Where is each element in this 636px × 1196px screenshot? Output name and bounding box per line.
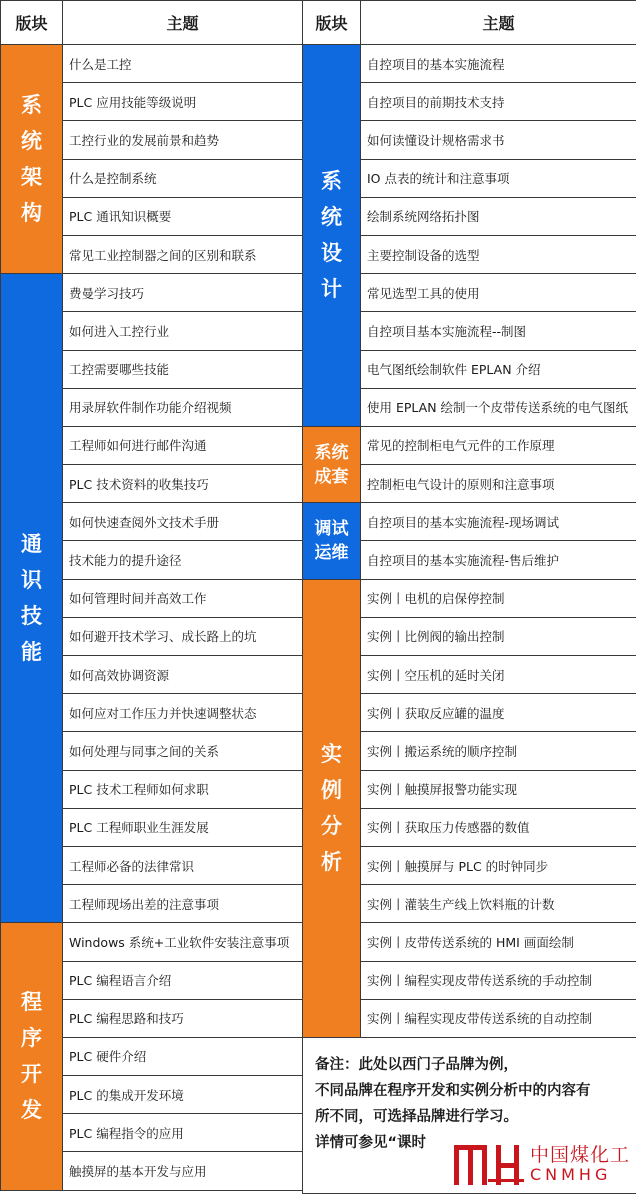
topic-cell: 使用 EPLAN 绘制一个皮带传送系统的电气图纸 [361, 388, 636, 426]
topic-cell: 实例丨皮带传送系统的 HMI 画面绘制 [361, 923, 636, 961]
topic-cell: 电气图纸绘制软件 EPLAN 介绍 [361, 350, 636, 388]
topic-cell: 实例丨获取压力传感器的数值 [361, 808, 636, 846]
topic-cell: PLC 编程语言介绍 [63, 961, 303, 999]
table-row [1, 45, 303, 83]
table-row [303, 426, 636, 464]
table-row [1, 923, 303, 961]
topic-cell: 自控项目的基本实施流程 [361, 45, 636, 83]
table-row [1, 274, 303, 312]
note-box [303, 1037, 636, 1193]
topic-cell: 如何管理时间并高效工作 [63, 579, 303, 617]
topic-cell: PLC 的集成开发环境 [63, 1076, 303, 1114]
topic-cell: 实例丨空压机的延时关闭 [361, 656, 636, 694]
topic-cell: 工程师现场出差的注意事项 [63, 885, 303, 923]
topic-cell: 实例丨电机的启保停控制 [361, 579, 636, 617]
topic-cell: 自控项目基本实施流程--制图 [361, 312, 636, 350]
section-label [1, 274, 63, 923]
note-line-1: 备注：此处以西门子品牌为例， [315, 1056, 518, 1073]
table-row [303, 45, 636, 83]
section-label [303, 579, 361, 1037]
right-curriculum-table [302, 0, 636, 1194]
watermark-logo [448, 1139, 634, 1189]
logo-cn-text: 中国煤化工 [529, 1143, 630, 1166]
topic-cell: 自控项目的基本实施流程-现场调试 [361, 503, 636, 541]
cnmhg-logo-icon [452, 1141, 526, 1187]
topic-cell: 触摸屏的基本开发与应用 [63, 1152, 303, 1190]
table-row [303, 579, 636, 617]
topic-cell: PLC 硬件介绍 [63, 1037, 303, 1075]
section-label [1, 923, 63, 1190]
topic-cell: 自控项目的前期技术支持 [361, 83, 636, 121]
section-name: 系统架构 [21, 93, 42, 226]
topic-cell: 自控项目的基本实施流程-售后维护 [361, 541, 636, 579]
topic-cell: 常见的控制柜电气元件的工作原理 [361, 426, 636, 464]
topic-cell: 绘制系统网络拓扑图 [361, 197, 636, 235]
section-label [303, 45, 361, 427]
note-line-3: 所不同，可选择品牌进行学习。 [315, 1108, 518, 1125]
topic-cell: 实例丨触摸屏与 PLC 的时钟同步 [361, 846, 636, 884]
topic-cell: 如何应对工作压力并快速调整状态 [63, 694, 303, 732]
right-table-column [302, 0, 636, 1194]
left-curriculum-table [0, 0, 303, 1191]
topic-cell: 控制柜电气设计的原则和注意事项 [361, 465, 636, 503]
topic-cell: IO 点表的统计和注意事项 [361, 159, 636, 197]
section-header: 版块 [303, 1, 361, 45]
topic-cell: 工控需要哪些技能 [63, 350, 303, 388]
logo-en-text: CNMHG [529, 1164, 612, 1184]
topic-cell: 如何高效协调资源 [63, 656, 303, 694]
topic-header: 主题 [63, 1, 303, 45]
topic-cell: 什么是控制系统 [63, 159, 303, 197]
topic-cell: 如何处理与同事之间的关系 [63, 732, 303, 770]
topic-cell: 实例丨获取反应罐的温度 [361, 694, 636, 732]
left-header-row [1, 1, 303, 45]
topic-cell: PLC 编程思路和技巧 [63, 999, 303, 1037]
topic-cell: 工控行业的发展前景和趋势 [63, 121, 303, 159]
topic-cell: 实例丨编程实现皮带传送系统的自动控制 [361, 999, 636, 1037]
note-line-4: 详情可参见“课时 [315, 1134, 427, 1151]
section-label [1, 45, 63, 274]
topic-cell: PLC 工程师职业生涯发展 [63, 808, 303, 846]
topic-cell: 实例丨比例阀的输出控制 [361, 617, 636, 655]
topic-cell: 常见选型工具的使用 [361, 274, 636, 312]
topic-cell: PLC 应用技能等级说明 [63, 83, 303, 121]
left-table-column [0, 0, 302, 1191]
topic-cell: 如何读懂设计规格需求书 [361, 121, 636, 159]
topic-cell: 工程师必备的法律常识 [63, 846, 303, 884]
topic-cell: 工程师如何进行邮件沟通 [63, 426, 303, 464]
topic-header: 主题 [361, 1, 636, 45]
section-name: 通识技能 [21, 532, 42, 665]
topic-cell: 实例丨触摸屏报警功能实现 [361, 770, 636, 808]
topic-cell: 如何避开技术学习、成长路上的坑 [63, 617, 303, 655]
section-label [303, 503, 361, 579]
topic-cell: 常见工业控制器之间的区别和联系 [63, 235, 303, 273]
section-name: 实例分析 [321, 742, 342, 875]
section-name: 调试运维 [314, 518, 349, 563]
right-header-row [303, 1, 636, 45]
topic-cell: 实例丨编程实现皮带传送系统的手动控制 [361, 961, 636, 999]
topic-cell: PLC 技术资料的收集技巧 [63, 465, 303, 503]
topic-cell: 如何快速查阅外文技术手册 [63, 503, 303, 541]
topic-cell: 实例丨搬运系统的顺序控制 [361, 732, 636, 770]
note-line-2: 不同品牌在程序开发和实例分析中的内容有 [315, 1082, 591, 1099]
topic-cell: 什么是工控 [63, 45, 303, 83]
topic-cell: 如何进入工控行业 [63, 312, 303, 350]
topic-cell: 主要控制设备的选型 [361, 235, 636, 273]
section-name: 系统设计 [321, 169, 342, 302]
section-name: 系统成套 [314, 442, 349, 487]
section-header: 版块 [1, 1, 63, 45]
topic-cell: PLC 编程指令的应用 [63, 1114, 303, 1152]
topic-cell: 技术能力的提升途径 [63, 541, 303, 579]
topic-cell: PLC 通讯知识概要 [63, 197, 303, 235]
topic-cell: PLC 技术工程师如何求职 [63, 770, 303, 808]
section-name: 程序开发 [21, 990, 42, 1123]
section-label [303, 426, 361, 502]
topic-cell: Windows 系统+工业软件安装注意事项 [63, 923, 303, 961]
topic-cell: 实例丨灌装生产线上饮料瓶的计数 [361, 885, 636, 923]
topic-cell: 费曼学习技巧 [63, 274, 303, 312]
topic-cell: 用录屏软件制作功能介绍视频 [63, 388, 303, 426]
table-row [303, 503, 636, 541]
